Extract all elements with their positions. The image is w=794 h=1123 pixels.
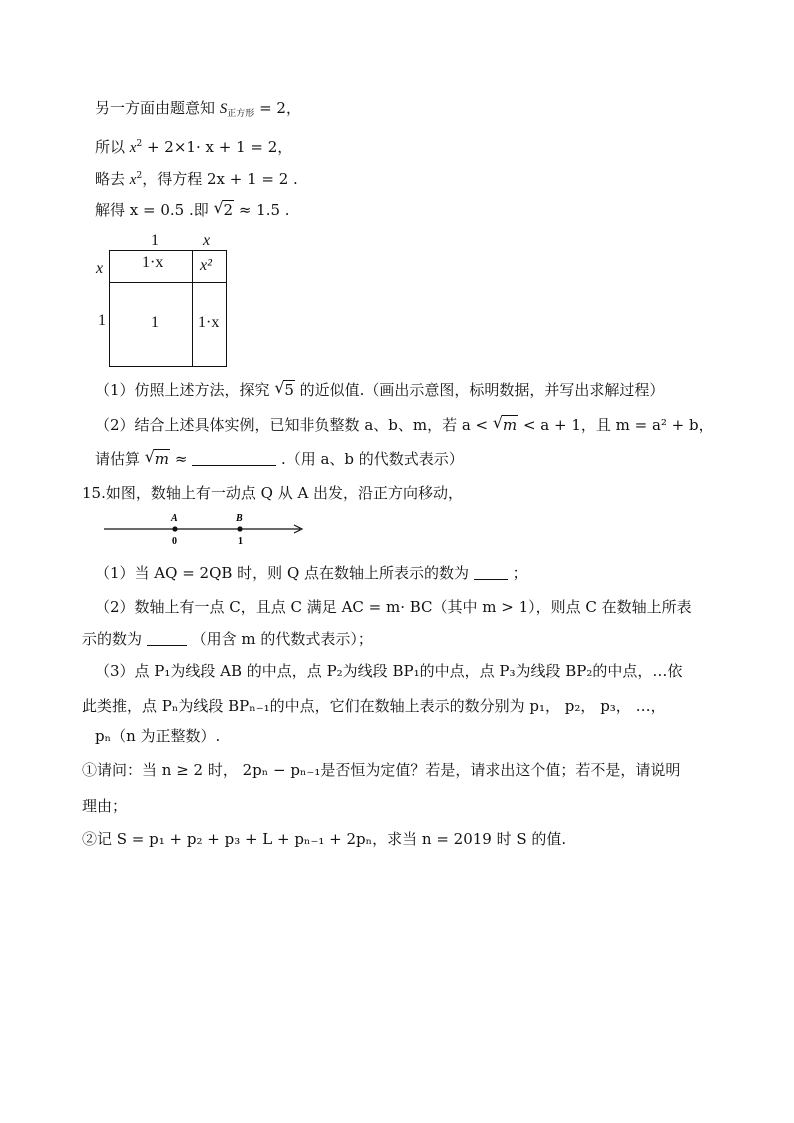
cell-x-squared: x² xyxy=(200,257,212,274)
figure-horizontal-divider xyxy=(109,282,226,283)
q14-part1-tail: 的近似值.（画出示意图，标明数据，并写出求解过程） xyxy=(299,381,665,399)
q15-part2b xyxy=(82,629,373,649)
q14-part3-approx: ≈ xyxy=(174,450,188,468)
sqrt-5: √ 5 xyxy=(274,378,294,399)
figure-left-label-1: 1 xyxy=(98,312,106,329)
text-omit: 略去 xyxy=(95,170,126,188)
q15-part3a: （3）点 P₁为线段 AB 的中点，点 P₂为线段 BP₁的中点，点 P₃为线段 BP₂的中点，…依 xyxy=(95,662,683,680)
subscript-square: 正方形 xyxy=(227,109,255,119)
text-line-1: 另一方面由题意知 $S_{正方形} = 2$， xyxy=(95,99,301,119)
figure-left-label-x: x xyxy=(96,260,104,277)
q15-sub1a: ①请问：当 n ≥ 2 时， 2pₙ − pₙ₋₁是否恒为定值？若是，请求出这个值；若不是，请说明 xyxy=(82,761,681,779)
q14-part2-tail: < a + 1，且 m = a² + b， xyxy=(522,416,714,434)
q14-part2 xyxy=(95,415,714,435)
q14-part3 xyxy=(95,449,464,469)
q15-part1-end: ； xyxy=(512,564,528,582)
q14-part1-text: （1）仿照上述方法，探究 xyxy=(95,381,270,399)
number-line-svg xyxy=(100,508,310,548)
answer-blank-q[interactable] xyxy=(474,565,508,580)
point-B-label: B xyxy=(236,513,243,524)
figure-top-label-1: 1 xyxy=(151,232,159,249)
q15-title: 15.如图，数轴上有一动点 Q 从 A 出发，沿正方向移动， xyxy=(82,484,464,502)
point-B-value: 1 xyxy=(238,536,243,547)
q15-part1-text: （1）当 AQ = 2QB 时，则 Q 点在数轴上所表示的数为 xyxy=(95,564,470,582)
text-intro: 另一方面由题意知 xyxy=(95,99,216,117)
text-line-3: 略去 $x^2$，得方程 2x + 1 = 2 . xyxy=(95,170,298,188)
q14-part2-text: （2）结合上述具体实例，已知非负整数 a、b、m，若 a < xyxy=(95,416,489,434)
text-eq: = 2， xyxy=(259,99,301,117)
q15-part1 xyxy=(95,563,528,583)
point-A-dot xyxy=(172,526,177,531)
sqrt-5-arg: 5 xyxy=(284,381,294,399)
sqrt-m-arg: m xyxy=(502,416,518,434)
q15-part3b: 此类推，点 Pₙ为线段 BPₙ₋₁的中点，它们在数轴上表示的数分别为 p₁， p₂， p₃， …， xyxy=(82,697,666,715)
q15-sub1b: 理由； xyxy=(82,797,128,815)
text-solution: 解得 x = 0.5 .即 xyxy=(95,201,209,219)
point-B-dot xyxy=(237,526,242,531)
sqrt-m-estimate-arg: m xyxy=(154,450,170,468)
sqrt-m: √ m xyxy=(492,413,518,434)
cell-1x-top: 1·x xyxy=(142,254,164,271)
sqrt-m-estimate: √ m xyxy=(144,447,170,468)
cell-1x-right: 1·x xyxy=(198,314,220,331)
text-approx: ≈ 1.5 . xyxy=(238,201,290,219)
point-A-value: 0 xyxy=(172,536,177,547)
answer-blank-c[interactable] xyxy=(147,631,187,646)
q14-part3-text: 请估算 xyxy=(95,450,141,468)
figure-top-label-x: x xyxy=(203,232,211,249)
q15-part2b-end: （用含 m 的代数式表示）； xyxy=(191,630,373,648)
text-therefore: 所以 xyxy=(95,138,126,156)
sqrt-2: √ 2 xyxy=(213,198,234,219)
point-A-label: A xyxy=(171,513,178,524)
text-line-2: 所以 $x^2 + 2\times 1\cdot x + 1 = 2$， xyxy=(95,138,293,156)
text-equation: ，得方程 2x + 1 = 2 . xyxy=(142,170,298,188)
math-expression: + 2×1· x + 1 = 2， xyxy=(142,138,293,156)
q15-part2b-text: 示的数为 xyxy=(82,630,143,648)
q14-part1 xyxy=(95,380,664,400)
q14-part3-end: .（用 a、b 的代数式表示） xyxy=(280,450,464,468)
q15-sub2: ②记 S = p₁ + p₂ + p₃ + L + pₙ₋₁ + 2pₙ，求当 n = 2019 时 S 的值. xyxy=(82,830,567,848)
q15-part3c: pₙ（n 为正整数）. xyxy=(95,727,221,745)
q15-part2a: （2）数轴上有一点 C，且点 C 满足 AC = m· BC（其中 m > 1），则点 C 在数轴上所表 xyxy=(95,598,692,616)
text-line-4 xyxy=(95,200,290,220)
cell-1: 1 xyxy=(151,314,159,331)
answer-blank-estimate[interactable] xyxy=(192,451,276,466)
figure-vertical-divider xyxy=(192,250,193,366)
